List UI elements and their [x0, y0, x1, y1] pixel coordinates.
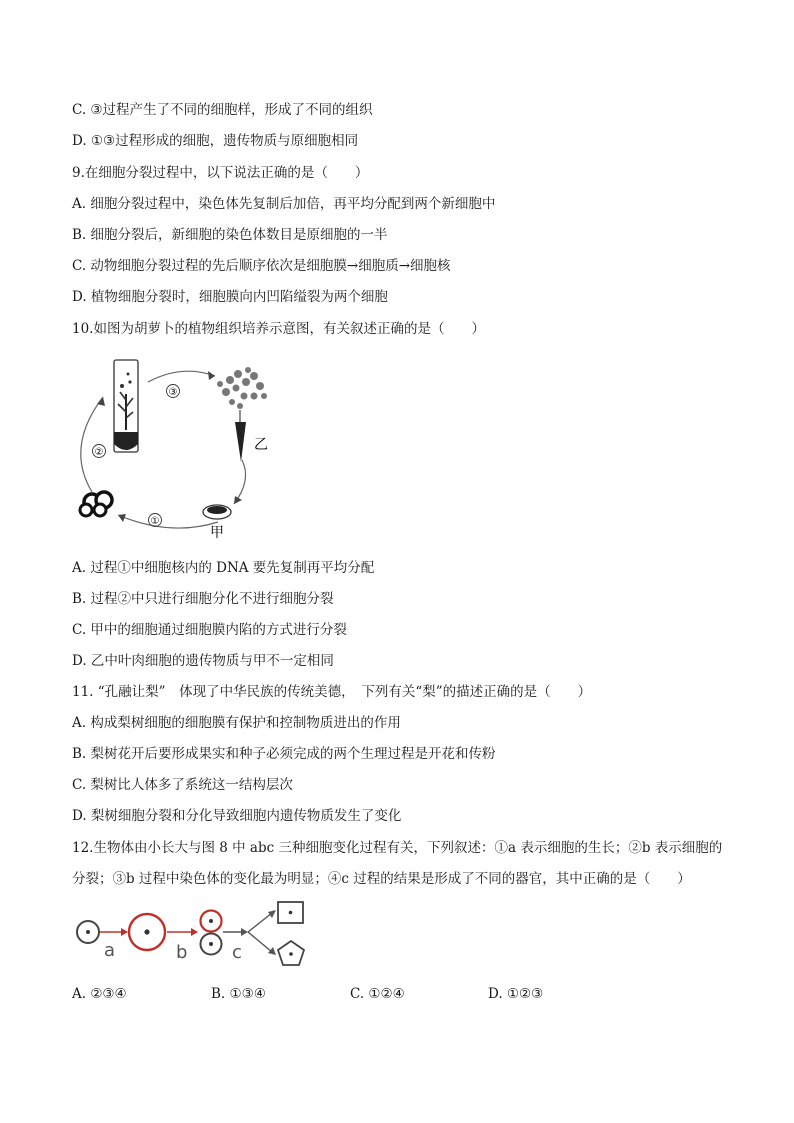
q12-option-b: B. ①③④ [211, 986, 266, 1002]
q8-option-c: C. ③过程产生了不同的细胞样，形成了不同的组织 [72, 102, 373, 118]
q10-option-b: B. 过程②中只进行细胞分化不进行细胞分裂 [72, 591, 334, 607]
jia-label: 甲 [210, 525, 224, 541]
q10-option-c: C. 甲中的细胞通过细胞膜内陷的方式进行分裂 [72, 622, 347, 638]
cell-cluster-icon [80, 492, 112, 516]
q12-option-d: D. ①②③ [488, 986, 544, 1002]
q9-option-a: A. 细胞分裂过程中，染色体先复制后加倍，再平均分配到两个新细胞中 [72, 196, 496, 212]
q11-option-b: B. 梨树花开后要形成果实和种子必须完成的两个生理过程是开花和传粉 [72, 746, 496, 762]
q12-option-c: C. ①②④ [350, 986, 405, 1002]
q9-option-d: D. 植物细胞分裂时，细胞膜向内凹陷缢裂为两个细胞 [72, 289, 388, 305]
step2-label: ② [94, 447, 104, 458]
q10-stem: 10.如图为胡萝卜的植物组织培养示意图，有关叙述正确的是（ ） [72, 321, 485, 337]
q11-option-d: D. 梨树细胞分裂和分化导致细胞内遗传物质发生了变化 [72, 808, 402, 824]
step1-label: ① [150, 516, 160, 527]
q11-stem: 11. “孔融让梨” 体现了中华民族的传统美德， 下列有关“梨”的描述正确的是（ ） [72, 684, 592, 700]
yi-label: 乙 [254, 437, 268, 453]
q11-option-c: C. 梨树比人体多了系统这一结构层次 [72, 777, 293, 793]
cell-change-figure [72, 900, 342, 976]
q12-stem-line1: 12.生物体由小长大与图 8 中 abc 三种细胞变化过程有关，下列叙述：①a 表示细胞的生长；②b 表示细胞的 [72, 840, 723, 856]
q8-option-d: D. ①③过程形成的细胞，遗传物质与原细胞相同 [72, 133, 359, 149]
label-a: a [104, 940, 116, 961]
arc-step3-arrow [148, 371, 215, 382]
label-b: b [176, 942, 188, 963]
q10-option-a: A. 过程①中细胞核内的 DNA 要先复制再平均分配 [72, 560, 375, 576]
q9-stem: 9.在细胞分裂过程中，以下说法正确的是（ ） [72, 165, 369, 181]
arc-step1-arrow [118, 515, 218, 528]
q10-option-d: D. 乙中叶肉细胞的遗传物质与甲不一定相同 [72, 653, 334, 669]
carrot-tissue-culture-figure [70, 352, 300, 547]
q11-option-a: A. 构成梨树细胞的细胞膜有保护和控制物质进出的作用 [72, 715, 401, 731]
label-c: c [232, 942, 242, 963]
q9-option-c: C. 动物细胞分裂过程的先后顺序依次是细胞膜→细胞质→细胞核 [72, 258, 451, 274]
petri-dish-icon [203, 505, 231, 519]
test-tube-icon [114, 360, 138, 452]
step3-label: ③ [168, 387, 178, 398]
q12-option-a: A. ②③④ [72, 986, 127, 1002]
q9-option-b: B. 细胞分裂后，新细胞的染色体数目是原细胞的一半 [72, 227, 388, 243]
q12-stem-line2: 分裂；③b 过程中染色体的变化最为明显；④c 过程的结果是形成了不同的器官，其中正确的是（ ） [72, 871, 691, 887]
